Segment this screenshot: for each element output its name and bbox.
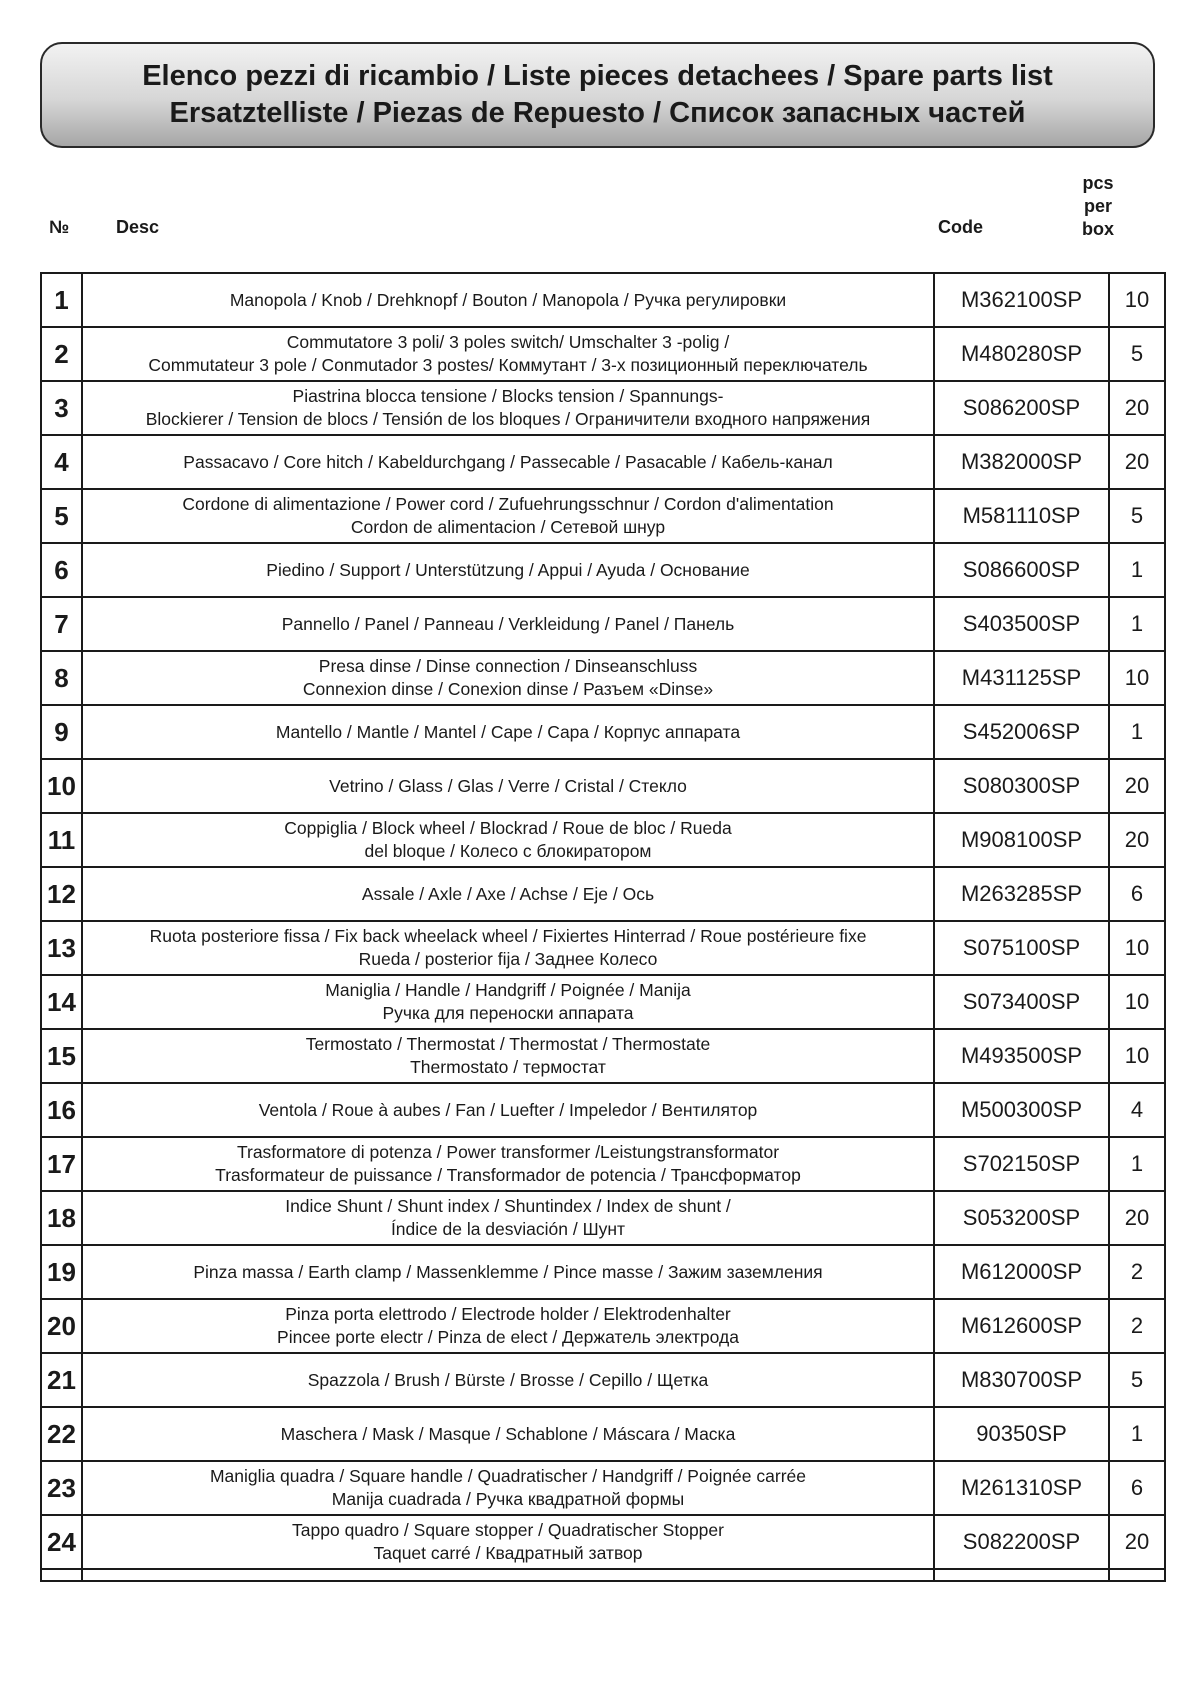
part-number: 13: [41, 921, 82, 975]
part-description-line-1: Maniglia quadra / Square handle / Quadratischer / Handgriff / Poignée carrée: [209, 1466, 806, 1486]
pcs-per-box: 1: [1109, 705, 1165, 759]
part-code: M493500SP: [934, 1029, 1109, 1083]
part-code: M908100SP: [934, 813, 1109, 867]
part-number: 22: [41, 1407, 82, 1461]
part-number: 4: [41, 435, 82, 489]
part-description-line-1: Maniglia / Handle / Handgriff / Poignée / Manija: [325, 980, 691, 1000]
part-number: 2: [41, 327, 82, 381]
part-code: S080300SP: [934, 759, 1109, 813]
pcs-per-box: 2: [1109, 1299, 1165, 1353]
part-number: 21: [41, 1353, 82, 1407]
part-description: [82, 1137, 934, 1191]
part-description-line-1: Commutatore 3 poli/ 3 poles switch/ Umschalter 3 -polig /: [286, 332, 730, 352]
header-desc: Desc: [116, 217, 160, 237]
part-description: [82, 1353, 934, 1407]
pcs-per-box: 1: [1109, 1407, 1165, 1461]
part-description-line-2: Connexion dinse / Conexion dinse / Разъем «Dinse»: [302, 679, 714, 699]
pcs-per-box: 10: [1109, 975, 1165, 1029]
title-line-2: Ersatztelliste / Piezas de Repuesto / Список запасных частей: [169, 97, 1026, 129]
part-description-line-2: Rueda / posterior fija / Заднее Колесо: [358, 949, 658, 969]
part-number: 5: [41, 489, 82, 543]
part-description: [82, 813, 934, 867]
pcs-per-box: 5: [1109, 489, 1165, 543]
part-description-line-1: Presa dinse / Dinse connection / Dinseanschluss: [318, 656, 698, 676]
part-description: [82, 975, 934, 1029]
table-row: [41, 1029, 1165, 1083]
part-number: 11: [41, 813, 82, 867]
pcs-per-box: 4: [1109, 1083, 1165, 1137]
pcs-per-box: 10: [1109, 651, 1165, 705]
table-row: [41, 1353, 1165, 1407]
table-row: [41, 1191, 1165, 1245]
part-description-line-1: Indice Shunt / Shunt index / Shuntindex / Index de shunt /: [285, 1196, 731, 1216]
part-description-line-2: Índice de la desviación / Шунт: [390, 1219, 626, 1239]
table-row: [41, 813, 1165, 867]
part-description-line-1: Pinza massa / Earth clamp / Massenklemme / Pince masse / Зажим заземления: [193, 1261, 823, 1282]
part-code: M480280SP: [934, 327, 1109, 381]
part-description-line-2: del bloque / Колесо с блокиратором: [364, 841, 652, 861]
part-description: [82, 435, 934, 489]
part-description-line-2: Cordon de alimentacion / Сетевой шнур: [350, 517, 666, 537]
part-description-line-1: Ruota posteriore fissa / Fix back wheelack wheel / Fixiertes Hinterrad / Roue postérieure fixe: [149, 926, 867, 946]
pcs-per-box: 2: [1109, 1245, 1165, 1299]
part-number: 20: [41, 1299, 82, 1353]
part-number: 24: [41, 1515, 82, 1569]
part-description: [82, 489, 934, 543]
part-description-line-2: Commutateur 3 pole / Conmutador 3 postes/ Коммутант / 3-х позиционный переключатель: [148, 355, 868, 375]
part-description: [82, 1461, 934, 1515]
table-row: [41, 597, 1165, 651]
part-description: [82, 921, 934, 975]
part-description: [82, 381, 934, 435]
empty-cell: [934, 1569, 1109, 1581]
part-description: [82, 543, 934, 597]
part-description: [82, 327, 934, 381]
part-code: S403500SP: [934, 597, 1109, 651]
part-description-line-2: Trasformateur de puissance / Transformador de potencia / Трансформатор: [215, 1165, 801, 1185]
header-no: №: [49, 217, 70, 237]
table-row: [41, 1245, 1165, 1299]
part-description-line-1: Ventola / Roue à aubes / Fan / Luefter / Impeledor / Вентилятор: [258, 1099, 758, 1120]
part-code: M382000SP: [934, 435, 1109, 489]
pcs-per-box: 20: [1109, 435, 1165, 489]
table-trailing-row: [41, 1569, 1165, 1581]
table-row: [41, 759, 1165, 813]
part-description-line-1: Spazzola / Brush / Bürste / Brosse / Cepillo / Щетка: [307, 1369, 709, 1390]
table-row: [41, 435, 1165, 489]
part-description-line-1: Tappo quadro / Square stopper / Quadratischer Stopper: [292, 1520, 724, 1540]
part-code: M263285SP: [934, 867, 1109, 921]
part-description: [82, 867, 934, 921]
part-description-line-1: Trasformatore di potenza / Power transformer /Leistungstransformator: [236, 1142, 780, 1162]
header-pcs-line-3: box: [1081, 219, 1114, 239]
table-row: [41, 975, 1165, 1029]
part-number: 7: [41, 597, 82, 651]
part-code: S086200SP: [934, 381, 1109, 435]
part-code: S086600SP: [934, 543, 1109, 597]
pcs-per-box: 10: [1109, 273, 1165, 327]
part-code: M612600SP: [934, 1299, 1109, 1353]
table-row: [41, 543, 1165, 597]
part-description-line-2: Manija cuadrada / Ручка квадратной формы: [331, 1489, 685, 1509]
table-row: [41, 867, 1165, 921]
empty-cell: [1109, 1569, 1165, 1581]
part-code: M431125SP: [934, 651, 1109, 705]
spare-parts-table: [40, 272, 1166, 1582]
table-row: [41, 1299, 1165, 1353]
table-row: [41, 921, 1165, 975]
part-description-line-2: Ручка для переноски аппарата: [382, 1003, 634, 1023]
part-description: [82, 1515, 934, 1569]
part-description: [82, 759, 934, 813]
part-description: [82, 651, 934, 705]
part-number: 16: [41, 1083, 82, 1137]
part-description: [82, 1191, 934, 1245]
title-banner: [40, 42, 1155, 148]
table-row: [41, 489, 1165, 543]
part-description-line-1: Termostato / Thermostat / Thermostat / Thermostate: [305, 1034, 711, 1054]
part-description: [82, 1407, 934, 1461]
pcs-per-box: 10: [1109, 921, 1165, 975]
part-description: [82, 1029, 934, 1083]
part-number: 12: [41, 867, 82, 921]
part-number: 14: [41, 975, 82, 1029]
part-code: M362100SP: [934, 273, 1109, 327]
table-row: [41, 273, 1165, 327]
part-description-line-1: Passacavo / Core hitch / Kabeldurchgang / Passecable / Pasacable / Кабель-канал: [183, 451, 833, 472]
table-row: [41, 1515, 1165, 1569]
part-description-line-2: Thermostato / термостат: [410, 1057, 606, 1077]
part-code: M830700SP: [934, 1353, 1109, 1407]
part-code: S075100SP: [934, 921, 1109, 975]
part-code: M500300SP: [934, 1083, 1109, 1137]
header-pcs-line-1: pcs: [1082, 173, 1114, 193]
header-code: Code: [938, 217, 983, 237]
part-number: 23: [41, 1461, 82, 1515]
part-number: 17: [41, 1137, 82, 1191]
part-code: M612000SP: [934, 1245, 1109, 1299]
spare-parts-table-body: [41, 273, 1165, 1581]
part-description-line-1: Piastrina blocca tensione / Blocks tension / Spannungs-: [292, 386, 724, 406]
part-code: M581110SP: [934, 489, 1109, 543]
part-code: S702150SP: [934, 1137, 1109, 1191]
part-description-line-2: Pincee porte electr / Pinza de elect / Держатель электрода: [277, 1327, 739, 1347]
part-description-line-2: Taquet carré / Квадратный затвор: [373, 1543, 643, 1563]
part-description-line-1: Maschera / Mask / Masque / Schablone / Máscara / Маска: [280, 1423, 736, 1444]
table-row: [41, 1461, 1165, 1515]
pcs-per-box: 6: [1109, 867, 1165, 921]
part-description-line-1: Manopola / Knob / Drehknopf / Bouton / Manopola / Ручка регулировки: [229, 289, 787, 310]
part-description: [82, 1083, 934, 1137]
part-description-line-1: Cordone di alimentazione / Power cord / Zufuehrungsschnur / Cordon d'alimentation: [182, 494, 834, 514]
pcs-per-box: 1: [1109, 543, 1165, 597]
table-row: [41, 381, 1165, 435]
part-description: [82, 273, 934, 327]
pcs-per-box: 20: [1109, 1191, 1165, 1245]
part-description-line-1: Mantello / Mantle / Mantel / Cape / Capa / Корпус аппарата: [275, 721, 741, 742]
part-number: 19: [41, 1245, 82, 1299]
pcs-per-box: 5: [1109, 327, 1165, 381]
table-row: [41, 1407, 1165, 1461]
part-number: 15: [41, 1029, 82, 1083]
empty-cell: [82, 1569, 934, 1581]
header-pcs-line-2: per: [1083, 196, 1112, 216]
table-row: [41, 327, 1165, 381]
part-description-line-1: Coppiglia / Block wheel / Blockrad / Roue de bloc / Rueda: [284, 818, 732, 838]
part-code: S053200SP: [934, 1191, 1109, 1245]
pcs-per-box: 10: [1109, 1029, 1165, 1083]
part-code: 90350SP: [934, 1407, 1109, 1461]
pcs-per-box: 20: [1109, 381, 1165, 435]
part-description-line-1: Assale / Axle / Axe / Achse / Eje / Ось: [361, 883, 655, 904]
pcs-per-box: 20: [1109, 813, 1165, 867]
part-number: 8: [41, 651, 82, 705]
part-number: 9: [41, 705, 82, 759]
title-line-1: Elenco pezzi di ricambio / Liste pieces detachees / Spare parts list: [142, 60, 1053, 92]
pcs-per-box: 1: [1109, 597, 1165, 651]
part-description: [82, 597, 934, 651]
part-code: S073400SP: [934, 975, 1109, 1029]
part-code: S452006SP: [934, 705, 1109, 759]
part-description-line-1: Pinza porta elettrodo / Electrode holder / Elektrodenhalter: [285, 1304, 731, 1324]
part-description-line-1: Vetrino / Glass / Glas / Verre / Cristal / Стекло: [329, 775, 687, 796]
pcs-per-box: 5: [1109, 1353, 1165, 1407]
part-description-line-1: Pannello / Panel / Panneau / Verkleidung / Panel / Панель: [281, 613, 735, 634]
pcs-per-box: 1: [1109, 1137, 1165, 1191]
pcs-per-box: 6: [1109, 1461, 1165, 1515]
pcs-per-box: 20: [1109, 759, 1165, 813]
part-code: S082200SP: [934, 1515, 1109, 1569]
part-description-line-2: Blockierer / Tension de blocs / Tensión de los bloques / Ограничители входного напряжения: [145, 409, 871, 429]
part-description-line-1: Piedino / Support / Unterstützung / Appui / Ayuda / Основание: [266, 559, 750, 580]
part-number: 6: [41, 543, 82, 597]
part-description: [82, 1299, 934, 1353]
part-number: 10: [41, 759, 82, 813]
part-number: 1: [41, 273, 82, 327]
table-row: [41, 651, 1165, 705]
pcs-per-box: 20: [1109, 1515, 1165, 1569]
part-code: M261310SP: [934, 1461, 1109, 1515]
part-number: 3: [41, 381, 82, 435]
table-row: [41, 705, 1165, 759]
table-row: [41, 1083, 1165, 1137]
part-description: [82, 705, 934, 759]
part-number: 18: [41, 1191, 82, 1245]
header-pcs-per-box: [1068, 172, 1128, 241]
table-row: [41, 1137, 1165, 1191]
part-description: [82, 1245, 934, 1299]
empty-cell: [41, 1569, 82, 1581]
